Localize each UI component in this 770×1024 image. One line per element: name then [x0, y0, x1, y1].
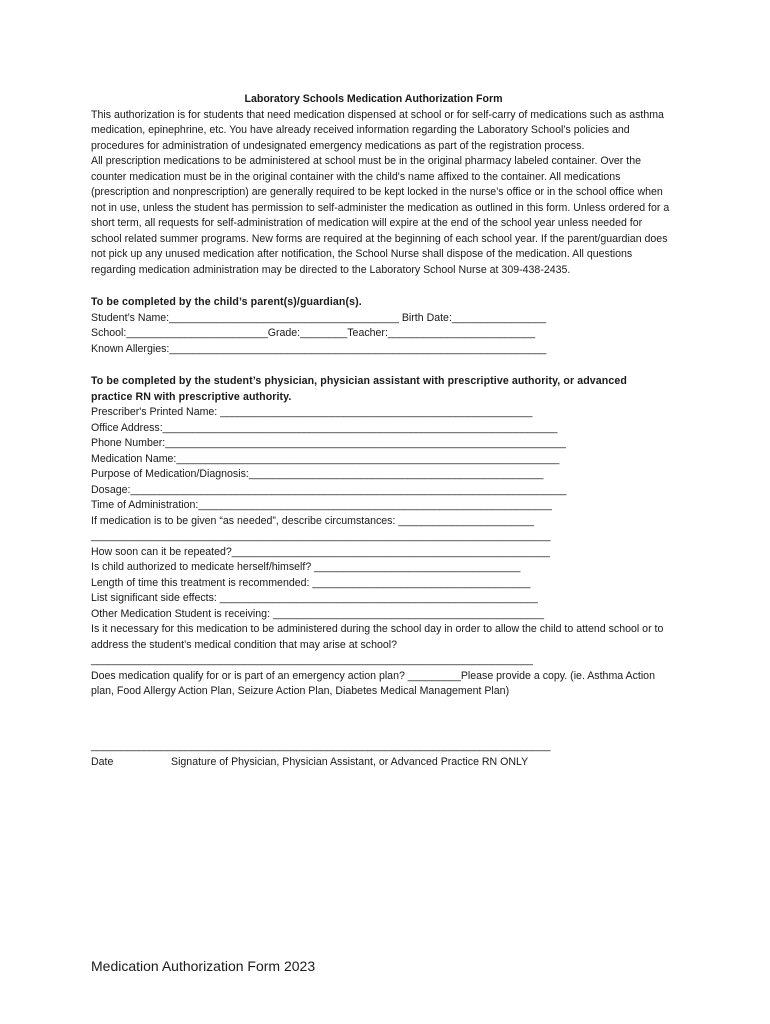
purpose-diagnosis-field[interactable]: Purpose of Medication/Diagnosis:__________________________________________________	[91, 468, 544, 480]
school-day-necessity-question[interactable]: Is it necessary for this medication to be administered during the school day in order to allow the child to attend school or to address the student’s medical condition that may arise at school?___________________________________________________________________________	[91, 623, 664, 666]
other-medication-field[interactable]: Other Medication Student is receiving: ______________________________________________	[91, 607, 544, 620]
time-of-administration-field[interactable]: Time of Administration:____________________________________________________________	[91, 499, 552, 511]
emergency-action-plan-question[interactable]: Does medication qualify for or is part of an emergency action plan? _________Please provide a copy. (ie. Asthma Action plan, Food Allergy Action Plan, Seizure Action Plan, Diabetes Medical Management Plan)	[91, 669, 655, 697]
self-medicate-field[interactable]: Is child authorized to medicate herself/himself? ___________________________________	[91, 561, 521, 573]
treatment-length-field[interactable]: Length of time this treatment is recommended: _____________________________________	[91, 576, 531, 589]
as-needed-circumstances-field[interactable]: If medication is to be given “as needed”, describe circumstances: _______________________	[91, 514, 534, 527]
signature-block	[91, 739, 551, 770]
signature-label: Signature of Physician, Physician Assistant, or Advanced Practice RN ONLY	[171, 755, 529, 768]
student-name-field[interactable]: Student’s Name:_______________________________________ Birth Date:________________	[91, 311, 547, 324]
phone-number-field[interactable]: Phone Number:____________________________________________________________________	[91, 437, 566, 449]
school-grade-teacher-field[interactable]: School:________________________Grade:________Teacher:_________________________	[91, 327, 536, 339]
side-effects-field[interactable]: List significant side effects: ______________________________________________________	[91, 592, 538, 604]
office-address-field[interactable]: Office Address:___________________________________________________________________	[91, 421, 558, 434]
form-title: Laboratory Schools Medication Authorization Form	[244, 93, 503, 105]
signature-line[interactable]: ______________________________________________________________________________	[91, 740, 551, 752]
repeat-interval-field[interactable]: How soon can it be repeated?______________________________________________________	[91, 545, 550, 558]
date-label: Date	[91, 755, 114, 768]
medication-name-field[interactable]: Medication Name:_________________________________________________________________	[91, 452, 560, 465]
known-allergies-field[interactable]: Known Allergies:________________________________________________________________	[91, 342, 547, 355]
dosage-field[interactable]: Dosage:__________________________________________________________________________	[91, 483, 567, 496]
intro-paragraph-1: This authorization is for students that need medication dispensed at school or for self-carry of medications such as asthma medication, epinephrine, etc. You have already received information regarding the Laboratory School’s policies and procedures for administration of undesignated emergency medications as part of the registration process.	[91, 108, 664, 152]
intro-paragraph-2: All prescription medications to be administered at school must be in the original pharmacy labeled container. Over the counter medication must be in the original container with the child's name affixed to the container. All medications (prescription and nonprescription) are generally required to be kept locked in the nurse’s office or in the school office when not in use, unless the student has permission to self-administer the medication as outlined in this form. Unless ordered for a short term, all requests for self-administration of medication will expire at the end of the school year unless needed for school related summer programs. New forms are required at the beginning of each school year. If the parent/guardian does not pick up any unused medication after notification, the School Nurse shall dispose of the medication. All questions regarding medication administration may be directed to the Laboratory School Nurse at 309-438-2435.	[91, 155, 670, 276]
prescriber-name-field[interactable]: Prescriber's Printed Name: _____________________________________________________	[91, 406, 533, 418]
as-needed-continuation-line[interactable]: ______________________________________________________________________________	[91, 530, 551, 542]
page-footer: Medication Authorization Form 2023	[91, 958, 316, 974]
parent-section-heading: To be completed by the child’s parent(s)/guardian(s).	[91, 296, 362, 308]
physician-section-heading: To be completed by the student’s physician, physician assistant with prescriptive authority, or advanced practice RN with prescriptive authority.	[91, 375, 627, 403]
form-body	[91, 92, 691, 700]
